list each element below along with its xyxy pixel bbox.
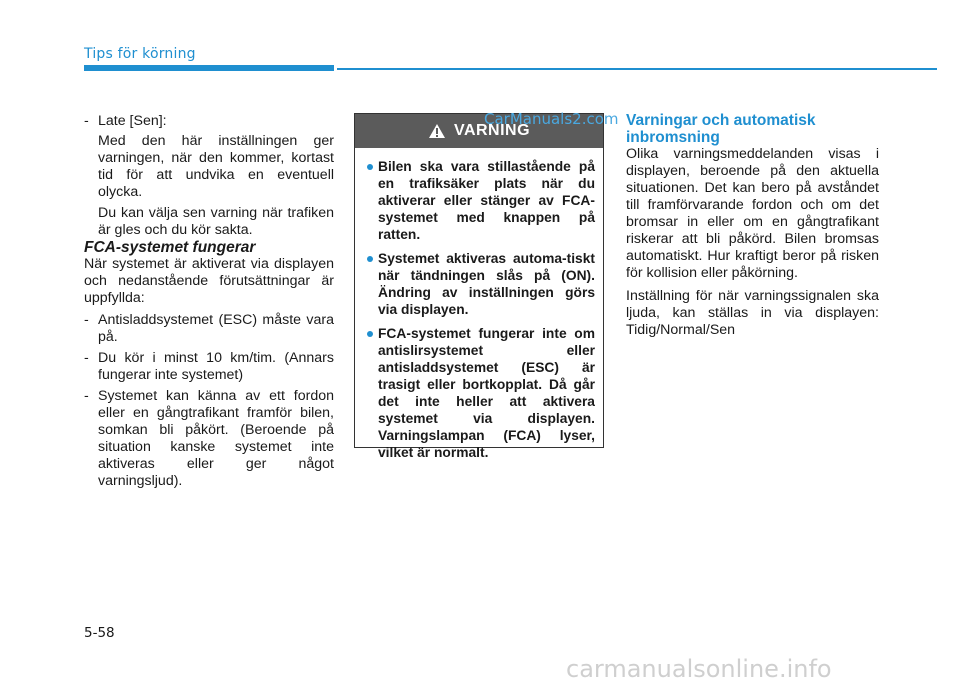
list-item <box>84 312 334 346</box>
dash-marker: - <box>84 388 89 404</box>
page-number: 5-58 <box>84 625 115 641</box>
header-rule-thick <box>84 65 334 71</box>
dash-marker: - <box>84 312 89 328</box>
warning-text: Systemet aktiveras automa-tiskt när tändningen slås på (ON). Ändring av inställningen görs via displayen. <box>378 251 595 317</box>
warning-body <box>355 148 603 461</box>
late-item-label: Late [Sen]: <box>98 113 167 129</box>
list-item <box>367 250 595 318</box>
list-item <box>367 158 595 243</box>
fca-subheading: FCA-systemet fungerar <box>84 239 256 256</box>
header-rule-thin <box>337 68 937 70</box>
warning-text: FCA-systemet fungerar inte om antislirsystemet eller antisladdsystemet (ESC) är trasigt eller bortkopplat. Då går det inte heller att aktivera systemet via displayen. Varningslampan (FCA) lyser, vilket är normalt. <box>378 326 595 460</box>
section-paragraph-1: Olika varningsmeddelanden visas i displayen, beroende på den aktuella situationen. Det kan bero på avståndet till framförvarande fordon och om det bromsar in eller om en gångtrafikant riskerar att bli påkörd. Bilen bromsas automatiskt. Hur kraftigt beror på risken för kollision eller påkörning. <box>626 146 879 281</box>
bullet-dot <box>367 331 373 337</box>
section-paragraph-2: Inställning för när varningssignalen ska ljuda, kan ställas in via displayen: Tidig/Normal/Sen <box>626 288 879 338</box>
condition-text: Systemet kan känna av ett fordon eller en gångtrafikant framför bilen, somkan bli påkört. (Beroende på situation kanske systemet inte aktiveras eller ger något varningsljud). <box>98 388 334 489</box>
bullet-dot <box>367 164 373 170</box>
fca-intro: När systemet är aktiverat via displayen och nedanstående förutsättningar är uppfyllda: <box>84 256 334 306</box>
dash-marker: - <box>84 113 89 129</box>
watermark-top: CarManuals2.com <box>484 110 619 128</box>
condition-text: Antisladdsystemet (ESC) måste vara på. <box>98 312 334 345</box>
condition-text: Du kör i minst 10 km/tim. (Annars fungerar inte systemet) <box>98 350 334 383</box>
late-paragraph-2: Du kan välja sen varning när trafiken är gles och du kör sakta. <box>98 205 334 238</box>
warning-title: VARNING <box>453 122 531 139</box>
watermark-bottom: carmanualsonline.info <box>566 655 832 683</box>
condition-list <box>84 312 334 490</box>
list-item <box>84 350 334 384</box>
warning-text: Bilen ska vara stillastående på en trafiksäker plats när du aktiverar eller stänger av FCA-systemet med knappen på ratten. <box>378 159 595 242</box>
late-paragraph-1: Med den här inställningen ger varningen, när den kommer, kortast tid för att undvika en eventuell olycka. <box>98 133 334 200</box>
warning-triangle-icon <box>428 123 446 139</box>
left-column <box>84 113 334 490</box>
list-item <box>84 388 334 490</box>
bullet-dot <box>367 256 373 262</box>
section-heading: Varningar och automatisk inbromsning <box>626 112 816 146</box>
list-item <box>367 325 595 461</box>
right-column <box>626 112 879 339</box>
dash-marker: - <box>84 350 89 366</box>
warning-box <box>354 113 604 460</box>
header-title: Tips för körning <box>84 46 196 62</box>
late-item <box>84 113 334 130</box>
